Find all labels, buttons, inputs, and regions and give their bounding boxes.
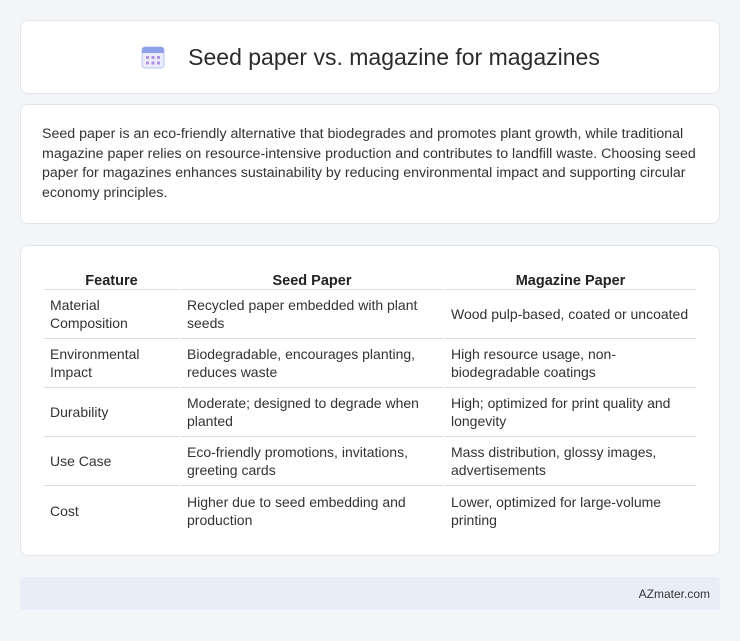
column-header-seed-paper: Seed Paper: [181, 266, 443, 290]
table-row: [44, 437, 696, 486]
calendar-icon: [140, 44, 166, 70]
column-header-feature: Feature: [44, 266, 179, 290]
intro-paragraph: Seed paper is an eco-friendly alternative that biodegrades and promotes plant growth, while traditional magazine paper relies on resource-intensive production and contributes to landfill waste. Choosing seed paper for magazines enhances sustainability by reducing environmental impact and supporting circular economy principles.: [42, 126, 696, 201]
magazine-paper-cell: High; optimized for print quality and longevity: [445, 388, 696, 437]
feature-cell: Environmental Impact: [44, 339, 179, 388]
feature-cell: Material Composition: [44, 290, 179, 339]
seed-paper-cell: Biodegradable, encourages planting, reduces waste: [181, 339, 443, 388]
page-title: Seed paper vs. magazine for magazines: [188, 43, 600, 70]
magazine-paper-cell: High resource usage, non-biodegradable coatings: [445, 339, 696, 388]
magazine-paper-cell: Wood pulp-based, coated or uncoated: [445, 290, 696, 339]
feature-cell: Use Case: [44, 437, 179, 486]
column-header-magazine-paper: Magazine Paper: [445, 266, 696, 290]
footer-bar: [20, 577, 720, 610]
intro-card: [20, 104, 720, 224]
feature-cell: Durability: [44, 388, 179, 437]
footer-site-label: AZmater.com: [638, 586, 710, 601]
table-header-row: [44, 266, 696, 290]
table-row: [44, 388, 696, 437]
feature-cell: Cost: [50, 502, 79, 519]
seed-paper-cell: Moderate; designed to degrade when planted: [181, 388, 443, 437]
comparison-card: [20, 245, 720, 556]
seed-paper-cell: Higher due to seed embedding and production: [187, 493, 406, 528]
magazine-paper-cell: Lower, optimized for large-volume printing: [451, 493, 662, 528]
table-row: [44, 486, 696, 535]
seed-paper-cell: Recycled paper embedded with plant seeds: [181, 290, 443, 339]
magazine-paper-cell: Mass distribution, glossy images, advertisements: [445, 437, 696, 486]
title-row: [140, 44, 600, 71]
table-row: [44, 290, 696, 339]
seed-paper-cell: Eco-friendly promotions, invitations, greeting cards: [181, 437, 443, 486]
title-card: [20, 20, 720, 94]
comparison-table: [42, 266, 698, 535]
table-row: [44, 339, 696, 388]
